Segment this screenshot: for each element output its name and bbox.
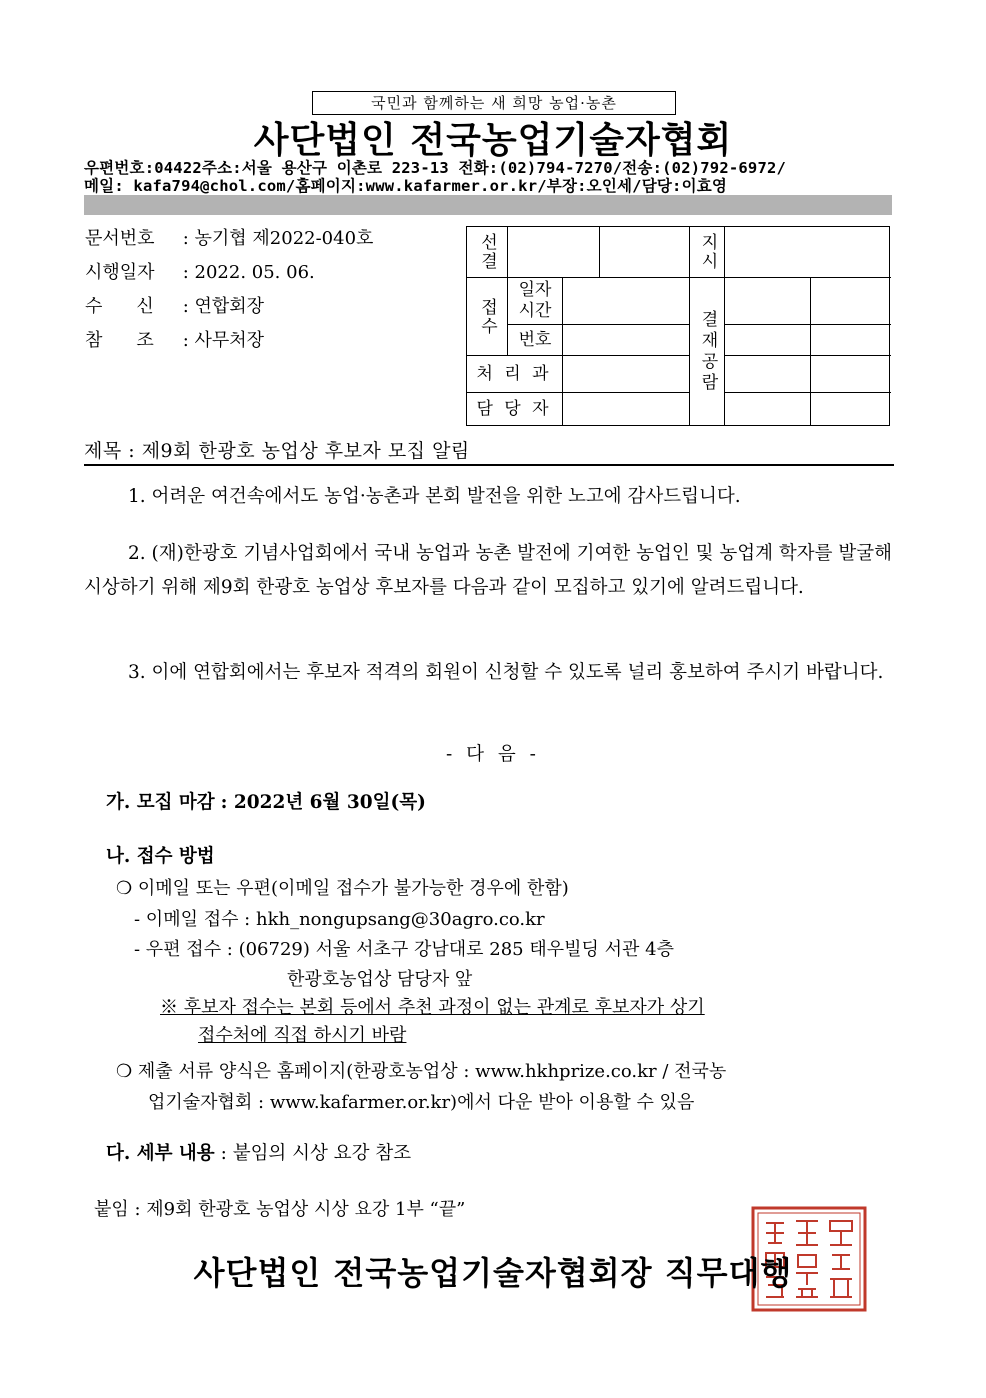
na-email: - 이메일 접수 : hkh_nongupsang@30agro.co.kr — [134, 909, 545, 930]
na-bullet-2a: ❍ 제출 서류 양식은 홈페이지(한광호농업상 : www.hkhprize.co.kr / 전국농 — [116, 1061, 727, 1082]
gyeoljae-cell: 결재공람 — [689, 277, 724, 426]
item-da-value: : 붙임의 시상 요강 참조 — [220, 1143, 412, 1164]
na-bullet-1: ❍ 이메일 또는 우편(이메일 접수가 불가능한 경우에 한함) — [116, 878, 569, 899]
contact-line-1: 우편번호:04422주소:서울 용산구 이촌로 223-13 전화:(02)794-7270/전송:(02)792-6972/ — [84, 159, 787, 177]
contact-line-2: 메일: kafa794@chol.com/홈페이지:www.kafarmer.or.kr/부장:오인세/담당:이효영 — [84, 177, 728, 195]
next-heading: - 다 음 - — [446, 744, 540, 765]
recipient-row — [85, 292, 264, 318]
gyeoljae-blank-3a — [724, 355, 810, 392]
gyeoljae-blank-4a — [724, 392, 810, 426]
approval-table — [466, 226, 890, 426]
item-ga — [106, 788, 426, 814]
attachment-line: 붙임 : 제9회 한광호 농업상 시상 요강 1부 “끝” — [94, 1199, 466, 1220]
item-ga-value: : 2022년 6월 30일(목) — [220, 792, 426, 813]
paragraph-2 — [84, 537, 892, 605]
na-note — [160, 994, 892, 1050]
damdangja-cell: 담 당 자 — [466, 392, 562, 426]
cheorigwa-cell: 처 리 과 — [466, 355, 562, 392]
slogan-box: 국민과 함께하는 새 희망 농업·농촌 — [312, 91, 676, 115]
doc-number-value: : 농기협 제2022-040호 — [182, 228, 374, 249]
paragraph-3 — [84, 656, 892, 690]
header-divider-bar — [84, 195, 892, 215]
item-ga-label: 가. 모집 마감 — [106, 792, 215, 813]
ilja-sigan-blank — [562, 277, 689, 324]
recipient-label: 수신 — [85, 296, 188, 317]
subject-underline — [84, 464, 894, 466]
gyeoljae-blank-2b — [810, 324, 891, 355]
paragraph-1 — [84, 480, 892, 514]
doc-number-row — [85, 224, 373, 250]
jisi-cell: 지시 — [689, 226, 724, 277]
paragraph-3-text: 3. 이에 연합회에서는 후보자 적격의 회원이 신청할 수 있도록 널리 홍보하여 주시기 바랍니다. — [128, 662, 884, 683]
paragraph-1-text: 1. 어려운 여건속에서도 농업·농촌과 본회 발전을 위한 노고에 감사드립니다. — [128, 486, 741, 507]
item-da — [106, 1139, 411, 1165]
seongyeol-cell: 선결 — [477, 232, 497, 271]
reference-row — [85, 326, 264, 352]
item-da-label: 다. 세부 내용 — [106, 1143, 215, 1164]
date-label: 시행일자 — [85, 262, 155, 283]
recipient-value: : 연합회장 — [182, 296, 265, 317]
seongyeol-blank-1 — [507, 226, 599, 277]
subject-title: 제목 : 제9회 한광호 농업상 후보자 모집 알림 — [84, 440, 470, 462]
na-post-recipient: 한광호농업상 담당자 앞 — [287, 969, 473, 990]
jisi-blank — [724, 226, 891, 277]
signature-line: 사단법인 전국농업기술자협회장 직무대행 — [193, 1254, 793, 1292]
reference-label: 참조 — [85, 330, 188, 351]
gyeoljae-blank-2a — [724, 324, 810, 355]
beonho-cell: 번호 — [507, 324, 562, 355]
gyeoljae-blank-4b — [810, 392, 891, 426]
item-na — [106, 842, 215, 868]
jeopsu-cell: 접수 — [466, 277, 507, 355]
damdangja-blank — [562, 392, 689, 426]
item-na-label: 나. 접수 방법 — [106, 846, 215, 867]
doc-number-label: 문서번호 — [85, 228, 155, 249]
na-note-line2: 접수처에 직접 하시기 바람 — [198, 1025, 407, 1046]
date-row — [85, 258, 315, 284]
na-note-line1: ※ 후보자 접수는 본회 등에서 추천 과정이 없는 관계로 후보자가 상기 — [160, 997, 705, 1018]
beonho-blank — [562, 324, 689, 355]
seongyeol-blank-2 — [599, 226, 689, 277]
ilja-sigan-cell: 일자 시간 — [507, 277, 562, 324]
date-value: : 2022. 05. 06. — [182, 262, 315, 283]
paragraph-2-text: 2. (재)한광호 기념사업회에서 국내 농업과 농촌 발전에 기여한 농업인 및 농업계 학자를 발굴해 시상하기 위해 제9회 한광호 농업상 후보자를 다음과 같이 모집하고 있기에 알려드립니다. — [84, 543, 892, 598]
na-bullet-2b: 업기술자협회 : www.kafarmer.or.kr)에서 다운 받아 이용할 수 있음 — [148, 1092, 695, 1113]
gyeoljae-blank-3b — [810, 355, 891, 392]
na-post: - 우편 접수 : (06729) 서울 서초구 강남대로 285 태우빌딩 서관 4층 — [134, 939, 674, 960]
reference-value: : 사무처장 — [182, 330, 265, 351]
organization-name: 사단법인 전국농업기술자협회 — [253, 120, 733, 161]
gyeoljae-blank-1b — [810, 277, 891, 324]
cheorigwa-blank — [562, 355, 689, 392]
gyeoljae-blank-1a — [724, 277, 810, 324]
